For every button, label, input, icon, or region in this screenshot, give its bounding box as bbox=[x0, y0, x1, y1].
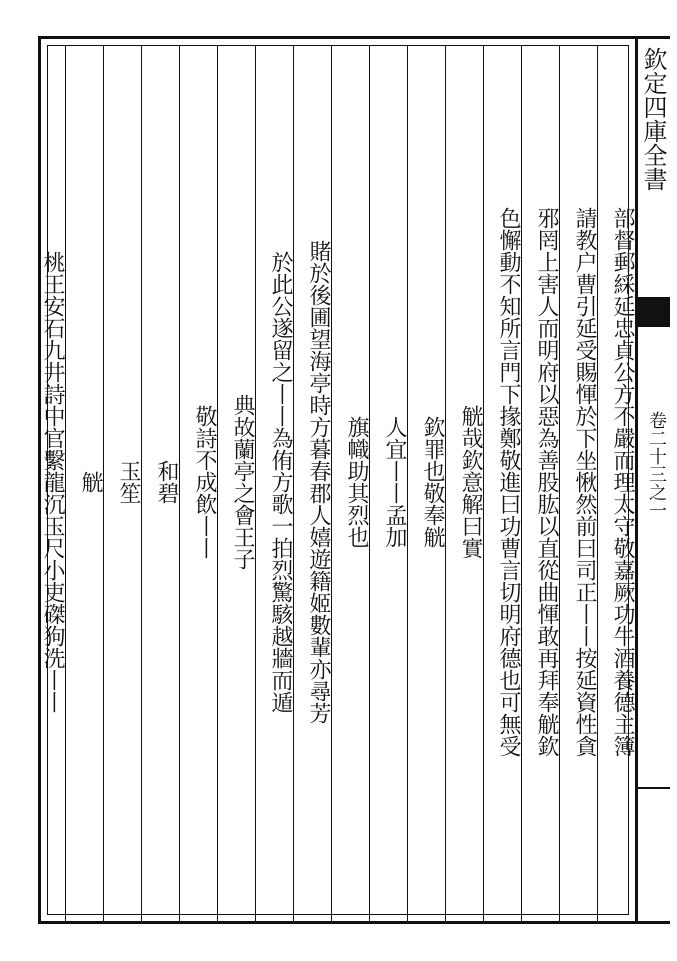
page-margin-strip bbox=[638, 36, 670, 924]
text-column-12: 敬詩不成飲丨丨 bbox=[192, 405, 217, 559]
text-column-9: 賭於後圃望海亭時方暮春郡人嬉遊籍姬數輩亦尋芳 bbox=[306, 240, 331, 724]
text-column-4: 色懈動不知所言門下掾鄭敬進曰功曹言切明府德也可無受 bbox=[496, 207, 521, 757]
text-column-8: 旗幟助其烈也 bbox=[344, 416, 369, 548]
margin-divider bbox=[638, 787, 670, 789]
margin-juan-label: 卷二十三之一 bbox=[646, 411, 667, 519]
fishtail-mark bbox=[638, 297, 670, 327]
text-column-14: 玉笙 bbox=[116, 460, 141, 504]
text-column-15: 觥 bbox=[78, 471, 103, 493]
text-column-16: 桃王安石九井詩中官繫龍沉玉尺小吏磔狗洗丨丨 bbox=[40, 251, 65, 713]
text-column-6: 欽罪也敬奉觥 bbox=[420, 416, 445, 548]
text-column-10: 於此公遂留之丨丨為侑方歌一拍烈驚駭越牆而遁 bbox=[268, 251, 293, 713]
text-column-5: 觥哉欽意解曰實 bbox=[458, 405, 483, 559]
text-column-1: 部督郵綵延忠貞公方不嚴而理太守敬嘉厥功牛酒養德主簿 bbox=[610, 207, 635, 757]
book-page bbox=[38, 36, 670, 924]
text-column-7: 人宜丨丨孟加 bbox=[382, 416, 407, 548]
text-column-13: 和碧 bbox=[154, 460, 179, 504]
page-frame bbox=[38, 36, 638, 924]
text-column-2: 請教户曹引延受賜惲於下坐愀然前曰司正丨丨按延資性貪 bbox=[572, 207, 597, 757]
text-column-3: 邪罔上害人而明府以惡為善股肱以直從曲惲敢再拜奉觥欽 bbox=[534, 207, 559, 757]
text-column-11: 典故蘭亭之會王子 bbox=[230, 394, 255, 570]
margin-title: 欽定四庫全書 bbox=[639, 47, 667, 191]
